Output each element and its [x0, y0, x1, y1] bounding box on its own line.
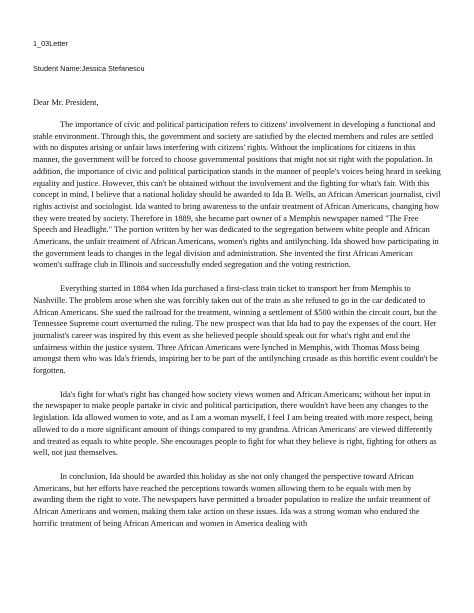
paragraph: The importance of civic and political participation refers to citizens' involvement in developing a functional and stable environment. Through this, the government and society are satisfied by the elected members and rules are settled with no disputes arising or unfair laws interfering with citizens' rights. Without the implications for citizens in this manner, the government will be forced to choose governmental positions that might not sit right with the population. In addition, the importance of civic and political participation stands in the manner of people's voices being heard in seeking equality and justice. However, this can't be obtained without the involvement and the fighting for what's fair. With this concept in mind, I believe that a national holiday should be awarded to Ida B. Wells, an African American journalist, civil rights activist and sociologist. Ida wanted to bring awareness to the unfair treatment of African Americans, changing how they were treated by society. Therefore in 1889, she became part owner of a Memphis newspaper named "The Free Speech and Headlight." The portion written by her was dedicated to the segregation between white people and African Americans, the unfair treatment of African Americans, women's rights and antilynching. Ida showed how participating in the government leads to changes in the legal division and administration. She invented the first African American women's suffrage club in Illinois and successfully ended segregation and the voting restriction.	[33, 120, 441, 270]
letter-salutation: Dear Mr. President,	[33, 98, 99, 107]
paragraph: Ida's fight for what's right has changed how society views women and African Americans; without her input in the newspaper to make people partake in civic and political participation, there wouldn't have been any changes to the legislation. Ida allowed women to vote, and as I am a woman myself, I feel I am being treated with more respect, being allowed to do a more significant amount of things compared to my grandma. African Americans' are viewed differently and treated as equals to white people. She encourages people to fight for what they believe is right, fighting for others as well, not just themselves.	[33, 389, 437, 458]
paragraph: In conclusion, Ida should be awarded this holiday as she not only changed the perspective toward African Americans, but her efforts have reached the perceptions towards women allowing them to be equals with men by awarding them the right to vote. The newspapers have permitted a broader population to realize the unfair treatment of African Americans and women, making them take action on these issues. Ida was a strong woman who endured the horrific treatment of being African American and women in America dealing with	[33, 471, 431, 528]
paragraph: Everything started in 1884 when Ida purchased a first-class train ticket to transport her from Memphis to Nashville. The problem arose when she was forcibly taken out of the train as she refused to go in the car dedicated to African Americans. She sued the railroad for the treatment, winning a settlement of $500 within the circuit court, but the Tennessee Supreme court overturned the ruling. The new prospect was that Ida had to pay the expenses of the court. Her journalist's career was inspired by this event as she believed people should speak out for what's right and end the unfairness within the justice system. Three African Americans were lynched in Memphis, with Thomas Moss being amongst them who was Ida's friends, inspiring her to be part of the antilynching crusade as this horrific event couldn't be forgotten.	[33, 284, 438, 376]
letter-body	[33, 119, 442, 542]
document-id: 1_03Letter	[33, 39, 68, 48]
student-name: Student Name:Jessica Stefanescu	[33, 64, 145, 73]
